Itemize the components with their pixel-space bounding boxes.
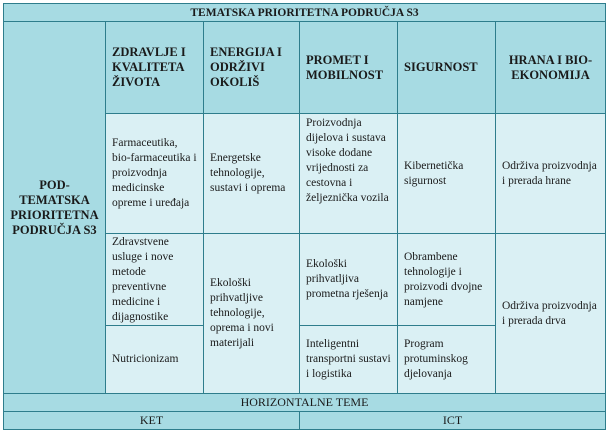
table-title: TEMATSKA PRIORITETNA PODRUČJA S3 [4,4,606,22]
cell-health-3: Nutricionizam [106,326,204,394]
horizontal-theme-ket: KET [4,412,300,430]
cell-food-2: Održiva proizvodnja i prerada drva [496,234,606,394]
cell-energy-1: Energetske tehnologije, sustavi i oprema [204,114,300,234]
column-header-energy: ENERGIJA I ODRŽIVI OKOLIŠ [204,22,300,114]
cell-security-3: Program protuminskog djelovanja [398,326,496,394]
column-header-transport: PROMET I MOBILNOST [300,22,398,114]
horizontal-theme-ict: ICT [300,412,606,430]
cell-food-1: Održiva proizvodnja i prerada hrane [496,114,606,234]
cell-transport-3: Inteligentni transportni sustavi i logistika [300,326,398,394]
cell-energy-2: Ekološki prihvatljive tehnologije, oprema i novi materijali [204,234,300,394]
row-header: POD-TEMATSKA PRIORITETNA PODRUČJA S3 [4,22,106,394]
column-header-security: SIGURNOST [398,22,496,114]
cell-health-1: Farmaceutika, bio-farmaceutika i proizvodnja medicinske opreme i uređaja [106,114,204,234]
s3-priority-table [3,3,606,430]
horizontal-themes-header: HORIZONTALNE TEME [4,394,606,412]
column-header-health: ZDRAVLJE I KVALITETA ŽIVOTA [106,22,204,114]
column-header-food: HRANA I BIO-EKONOMIJA [496,22,606,114]
cell-security-1: Kibernetička sigurnost [398,114,496,234]
cell-health-2: Zdravstvene usluge i nove metode preventivne medicine i dijagnostike [106,234,204,326]
cell-transport-1: Proizvodnja dijelova i sustava visoke dodane vrijednosti za cestovna i željeznička vozila [300,114,398,234]
cell-security-2: Obrambene tehnologije i proizvodi dvojne namjene [398,234,496,326]
cell-transport-2: Ekološki prihvatljiva prometna rješenja [300,234,398,326]
